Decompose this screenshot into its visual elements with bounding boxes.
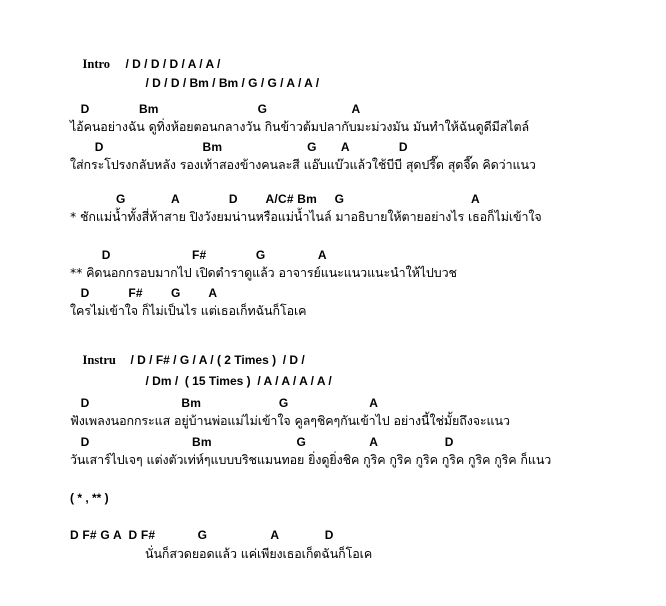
intro-section-label (70, 45, 110, 83)
chorus-star-chord-row: G A D A/C# Bm G A (70, 192, 480, 206)
instru-section-label (70, 341, 116, 379)
verse2-lyric-row-2: วันเสาร์ไปเจๆ แต่งตัวเท่ห์ๆแบบบริชแมนทอย ยิ่งดูยิ่งชิค กูริค กูริค กูริค กูริค กูริค กูริค ก็แนว (70, 452, 552, 467)
instru-chords-row-2: / Dm / ( 15 Times ) / A / A / A / A / (145, 373, 332, 388)
verse1-chord-row-2: D Bm G A D (70, 140, 408, 154)
instru-label-text: Instru (82, 352, 116, 367)
intro-chord-line-2 (133, 64, 319, 102)
intro-label-text: Intro (82, 56, 111, 71)
outro-lyric-row: นั่นก็สวดยอดแล้ว แค่เพียงเธอเก็ตฉันก็โอเค (145, 546, 373, 561)
verse1-lyric-row-1: ไอ้คนอย่างฉัน ดูทิ่งห้อยตอนกลางวัน กินข้าวต้มปลากับมะม่วงมัน มันทำให้ฉันดูดีมีสไตล์ (70, 119, 530, 134)
verse1-chord-row-1: D Bm G A (70, 102, 361, 116)
intro-chords-row-1: / D / D / D / A / A / (125, 56, 221, 71)
verse1-lyric-row-2: ใส่กระโปรงกลับหลัง รองเท้าสองข้างคนละสี แอ๊บแบ๊วแล้วใช้บีบี สุดปรี๊ด สุดจี๊ด คิดว่าแนว (70, 157, 536, 172)
chorus-star-lyric-row: * ชักแม่น้ำทั้งสี่ห้าสาย ปิงวังยมน่านหรือแม่น้ำไนล์ มาอธิบายให้ตายอย่างไร เธอก็ไม่เข้าใจ (70, 209, 542, 224)
chorus-doublestar-lyric-row-1: ** คิดนอกกรอบมากไป เปิดตำราดูแล้ว อาจารย์แนะแนวแนะนำให้ไปบวช (70, 265, 457, 280)
outro-chord-row: D F# G A D F# G A D (70, 528, 334, 542)
instru-chord-line-2 (133, 362, 332, 400)
repeat-marker: ( * , ** ) (70, 491, 109, 505)
verse2-chord-row-2: D Bm G A D (70, 435, 454, 449)
intro-chords-row-2: / D / D / Bm / Bm / G / G / A / A / (145, 75, 320, 90)
chorus-doublestar-lyric-row-2: ใครไม่เข้าใจ ก็ไม่เป็นไร แต่เธอเก็ทฉันก็โอเค (70, 303, 307, 318)
verse2-lyric-row-1: ฟังเพลงนอกกระแส อยู่บ้านพ่อแม่ไม่เข้าใจ คูลๆชิคๆกันเข้าไป อย่างนี้ใช่มั้ยถึงจะแนว (70, 413, 510, 428)
chorus-doublestar-chord-row-1: D F# G A (70, 248, 327, 262)
verse2-chord-row-1: D Bm G A (70, 396, 379, 410)
instru-chords-row-1: / D / F# / G / A / ( 2 Times ) / D / (130, 352, 305, 367)
chorus-doublestar-chord-row-2: D F# G A (70, 286, 218, 300)
